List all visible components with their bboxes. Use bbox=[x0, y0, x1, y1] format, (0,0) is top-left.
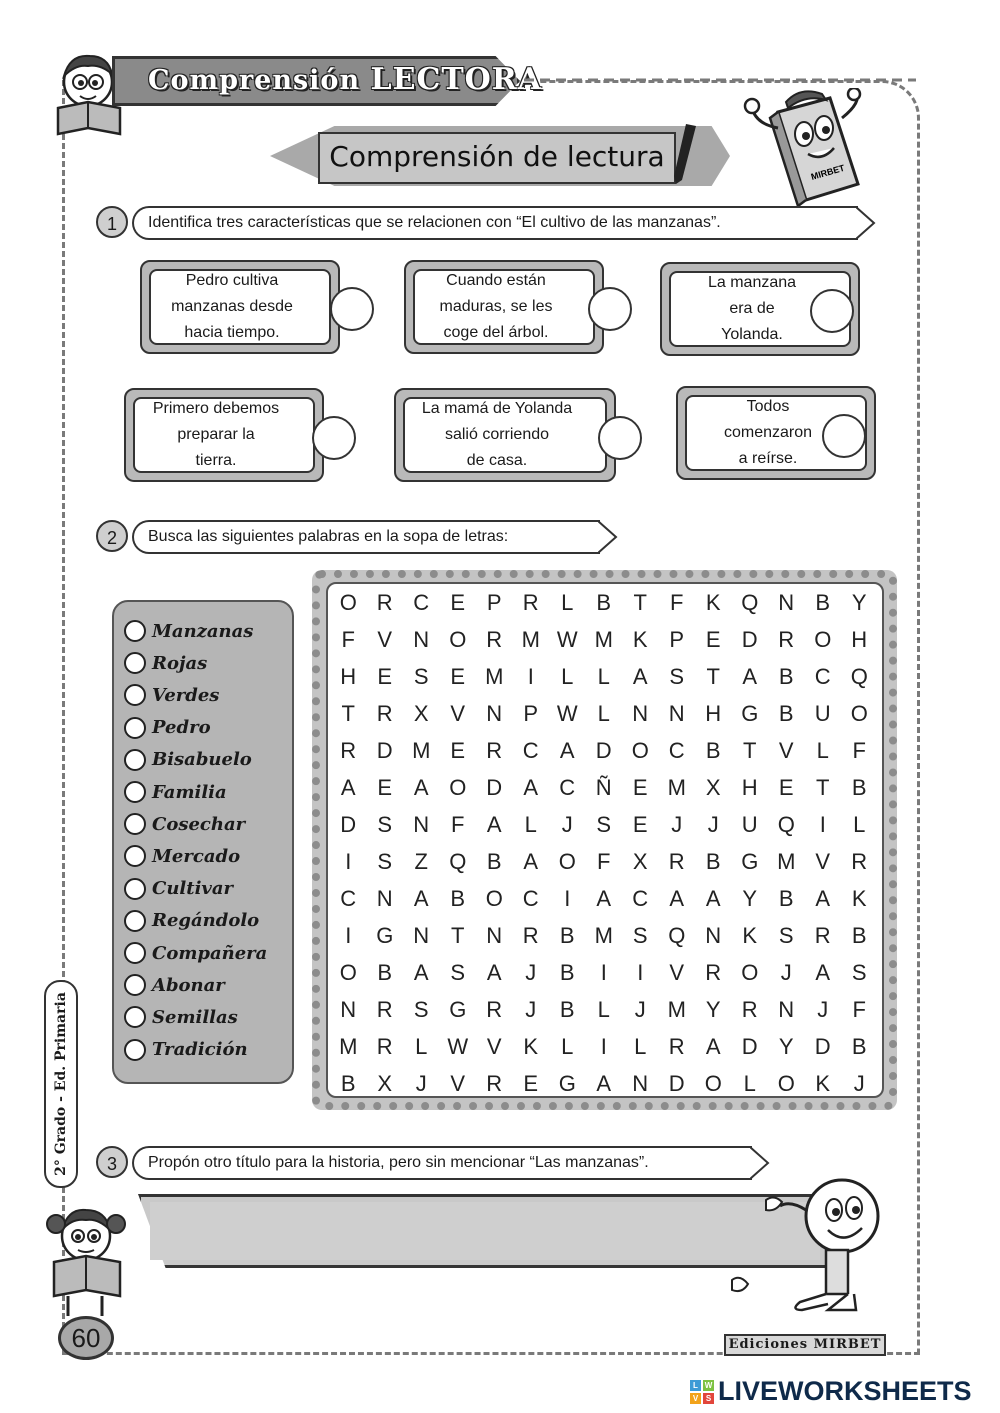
question-3-text: Propón otro título para la historia, pero sin mencionar “Las manzanas”. bbox=[132, 1146, 752, 1180]
grid-letter[interactable]: S bbox=[450, 960, 466, 985]
word-label: Compañera bbox=[152, 942, 268, 964]
grid-letter[interactable]: Y bbox=[742, 886, 758, 911]
word-label: Cosechar bbox=[152, 813, 246, 835]
grid-letter[interactable]: A bbox=[523, 775, 539, 800]
grid-letter[interactable]: P bbox=[523, 701, 539, 726]
grid-letter[interactable]: W bbox=[447, 1034, 469, 1059]
grid-letter[interactable]: X bbox=[413, 701, 429, 726]
grid-letter[interactable]: K bbox=[523, 1034, 539, 1059]
grid-letter[interactable]: I bbox=[637, 960, 644, 985]
option-4-checkbox[interactable] bbox=[312, 416, 356, 460]
grid-letter[interactable]: B bbox=[778, 886, 794, 911]
grid-letter[interactable]: Q bbox=[850, 664, 868, 689]
grid-letter[interactable]: V bbox=[815, 849, 831, 874]
word-checkbox[interactable] bbox=[124, 942, 146, 964]
grid-letter[interactable]: F bbox=[597, 849, 611, 874]
grid-letter[interactable]: U bbox=[814, 701, 831, 726]
option-text: Pedro cultiva manzanas desde hacia tiempo. bbox=[171, 272, 293, 341]
grid-letter[interactable]: A bbox=[815, 960, 831, 985]
pencil-mascot-icon bbox=[730, 1170, 900, 1320]
grid-letter[interactable]: A bbox=[632, 664, 648, 689]
grid-letter[interactable]: H bbox=[851, 627, 868, 652]
word-checkbox[interactable] bbox=[124, 910, 146, 932]
grid-letter[interactable]: O bbox=[814, 627, 832, 652]
word-list-item bbox=[124, 777, 227, 807]
grid-letter[interactable]: X bbox=[705, 775, 721, 800]
grid-letter[interactable]: R bbox=[376, 701, 393, 726]
grid-letter[interactable]: R bbox=[522, 590, 539, 615]
grid-letter[interactable]: A bbox=[523, 849, 539, 874]
grid-letter[interactable]: N bbox=[705, 923, 722, 948]
grid-letter[interactable]: A bbox=[340, 775, 356, 800]
question-2-arrow bbox=[598, 520, 620, 554]
grid-letter[interactable]: M bbox=[594, 923, 613, 948]
grid-letter[interactable]: R bbox=[522, 923, 539, 948]
grid-letter[interactable]: N bbox=[778, 590, 795, 615]
grid-letter[interactable]: Q bbox=[449, 849, 467, 874]
grid-letter[interactable]: H bbox=[340, 664, 357, 689]
grid-letter[interactable]: I bbox=[600, 1034, 607, 1059]
grid-letter[interactable]: Q bbox=[668, 923, 686, 948]
grid-letter[interactable]: V bbox=[377, 627, 393, 652]
word-checkbox[interactable] bbox=[124, 684, 146, 706]
option-text: Cuando están maduras, se les coge del árbol. bbox=[439, 272, 553, 341]
grid-letter[interactable]: S bbox=[377, 812, 393, 837]
grid-letter[interactable]: N bbox=[486, 923, 503, 948]
grid-letter[interactable]: O bbox=[777, 1071, 795, 1096]
grid-letter[interactable]: Z bbox=[414, 849, 428, 874]
grid-letter[interactable]: T bbox=[706, 664, 720, 689]
grid-letter[interactable]: C bbox=[340, 886, 357, 911]
word-list-item bbox=[124, 809, 245, 839]
grid-letter[interactable]: K bbox=[705, 590, 721, 615]
word-list-item bbox=[124, 648, 207, 678]
grid-letter[interactable]: A bbox=[705, 1034, 721, 1059]
grid-letter[interactable]: K bbox=[851, 886, 867, 911]
grid-letter[interactable]: A bbox=[559, 738, 575, 763]
grid-letter[interactable]: B bbox=[596, 590, 612, 615]
grid-letter[interactable]: H bbox=[741, 775, 758, 800]
grid-letter[interactable]: B bbox=[851, 775, 867, 800]
grid-letter[interactable]: A bbox=[742, 664, 758, 689]
grid-letter[interactable]: S bbox=[596, 812, 612, 837]
grid-letter[interactable]: X bbox=[632, 849, 648, 874]
question-3-number: 3 bbox=[96, 1146, 128, 1178]
grid-letter[interactable]: B bbox=[340, 1071, 356, 1096]
word-label: Manzanas bbox=[152, 620, 254, 642]
grid-letter[interactable]: O bbox=[449, 775, 467, 800]
question-1-number: 1 bbox=[96, 206, 128, 238]
word-list-item bbox=[124, 745, 252, 775]
word-list-item bbox=[124, 616, 253, 646]
grid-letter[interactable]: C bbox=[632, 886, 649, 911]
grid-letter[interactable]: N bbox=[486, 701, 503, 726]
word-label: Abonar bbox=[152, 974, 225, 996]
grid-letter[interactable]: G bbox=[558, 1071, 576, 1096]
option-6-checkbox[interactable] bbox=[822, 414, 866, 458]
grid-letter[interactable]: A bbox=[705, 886, 721, 911]
grid-letter[interactable]: Q bbox=[777, 812, 795, 837]
grid-letter[interactable]: R bbox=[778, 627, 795, 652]
word-checkbox[interactable] bbox=[124, 1006, 146, 1028]
word-list-item bbox=[124, 938, 267, 968]
grid-letter[interactable]: V bbox=[486, 1034, 502, 1059]
grid-letter[interactable]: V bbox=[669, 960, 685, 985]
word-label: Cultivar bbox=[152, 878, 234, 900]
grade-label: 2° Grado - Ed. Primaria bbox=[53, 992, 69, 1176]
grid-letter[interactable]: J bbox=[561, 812, 573, 837]
grid-letter[interactable]: A bbox=[486, 812, 502, 837]
grid-letter[interactable]: T bbox=[633, 590, 647, 615]
grid-letter[interactable]: L bbox=[634, 1034, 647, 1059]
grid-letter[interactable]: L bbox=[743, 1071, 756, 1096]
grid-letter[interactable]: C bbox=[814, 664, 831, 689]
grid-letter[interactable]: S bbox=[851, 960, 867, 985]
grid-letter[interactable]: M bbox=[485, 664, 504, 689]
grid-letter[interactable]: U bbox=[741, 812, 758, 837]
grid-letter[interactable]: G bbox=[449, 997, 467, 1022]
word-search-grid bbox=[330, 584, 880, 1102]
grid-letter[interactable]: S bbox=[632, 923, 648, 948]
word-list-item bbox=[124, 874, 233, 904]
word-label: Mercado bbox=[152, 845, 241, 867]
grid-letter[interactable]: K bbox=[632, 627, 648, 652]
grid-letter[interactable]: D bbox=[486, 775, 503, 800]
word-checkbox[interactable] bbox=[124, 1039, 146, 1061]
grid-letter[interactable]: K bbox=[742, 923, 758, 948]
grid-letter[interactable]: A bbox=[486, 960, 502, 985]
grid-letter[interactable]: N bbox=[668, 701, 685, 726]
word-label: Tradición bbox=[152, 1039, 248, 1061]
grid-letter[interactable]: X bbox=[377, 1071, 393, 1096]
grid-letter[interactable]: A bbox=[413, 775, 429, 800]
grid-letter[interactable]: G bbox=[741, 849, 759, 874]
grid-letter[interactable]: I bbox=[564, 886, 571, 911]
word-label: Rojas bbox=[152, 652, 208, 674]
grid-letter[interactable]: D bbox=[741, 627, 758, 652]
grid-letter[interactable]: T bbox=[341, 701, 355, 726]
grid-letter[interactable]: P bbox=[486, 590, 502, 615]
grid-letter[interactable]: R bbox=[340, 738, 357, 763]
grid-letter[interactable]: J bbox=[780, 960, 792, 985]
grid-letter[interactable]: L bbox=[597, 701, 610, 726]
grid-letter[interactable]: R bbox=[376, 997, 393, 1022]
grid-letter[interactable]: V bbox=[450, 1071, 466, 1096]
grid-letter[interactable]: A bbox=[596, 1071, 612, 1096]
option-3-checkbox[interactable] bbox=[810, 289, 854, 333]
grid-letter[interactable]: M bbox=[521, 627, 540, 652]
grid-letter[interactable]: S bbox=[669, 664, 685, 689]
grid-letter[interactable]: E bbox=[778, 775, 794, 800]
grid-letter[interactable]: B bbox=[559, 997, 575, 1022]
liveworksheets-logo-icon: L W V S bbox=[690, 1380, 714, 1404]
grid-letter[interactable]: G bbox=[376, 923, 394, 948]
word-list-item bbox=[124, 841, 240, 871]
grid-letter[interactable]: O bbox=[485, 886, 503, 911]
grid-letter[interactable]: B bbox=[450, 886, 466, 911]
grid-letter[interactable]: V bbox=[778, 738, 794, 763]
grid-letter[interactable]: L bbox=[816, 738, 829, 763]
mascot-badge: MIRBET bbox=[809, 162, 846, 182]
grid-letter[interactable]: T bbox=[743, 738, 757, 763]
pencil-icon bbox=[668, 122, 702, 186]
grid-letter[interactable]: I bbox=[345, 849, 352, 874]
grid-letter[interactable]: O bbox=[558, 849, 576, 874]
grid-letter[interactable]: N bbox=[376, 886, 393, 911]
grid-letter[interactable]: B bbox=[778, 664, 794, 689]
grid-letter[interactable]: C bbox=[522, 886, 539, 911]
grid-letter[interactable]: L bbox=[561, 664, 574, 689]
header-dash-line bbox=[520, 70, 920, 90]
grid-letter[interactable]: R bbox=[486, 738, 503, 763]
grid-letter[interactable]: M bbox=[594, 627, 613, 652]
grid-letter[interactable]: Q bbox=[741, 590, 759, 615]
grid-letter[interactable]: D bbox=[741, 1034, 758, 1059]
answer-input[interactable] bbox=[150, 1202, 820, 1260]
grid-letter[interactable]: M bbox=[667, 775, 686, 800]
grid-letter[interactable]: D bbox=[376, 738, 393, 763]
grid-letter[interactable]: A bbox=[413, 960, 429, 985]
grid-letter[interactable]: C bbox=[559, 775, 576, 800]
word-checkbox[interactable] bbox=[124, 813, 146, 835]
grid-letter[interactable]: D bbox=[340, 812, 357, 837]
grid-letter[interactable]: N bbox=[778, 997, 795, 1022]
grid-letter[interactable]: F bbox=[451, 812, 465, 837]
grid-letter[interactable]: R bbox=[376, 590, 393, 615]
grid-letter[interactable]: O bbox=[449, 627, 467, 652]
question-2-text: Busca las siguientes palabras en la sopa de letras: bbox=[132, 520, 600, 554]
word-checkbox[interactable] bbox=[124, 781, 146, 803]
option-card bbox=[404, 260, 604, 354]
word-checkbox[interactable] bbox=[124, 620, 146, 642]
grid-letter[interactable]: E bbox=[450, 664, 466, 689]
grid-letter[interactable]: N bbox=[413, 923, 430, 948]
word-checkbox[interactable] bbox=[124, 749, 146, 771]
grid-letter[interactable]: F bbox=[341, 627, 355, 652]
grid-letter[interactable]: B bbox=[705, 849, 721, 874]
grid-letter[interactable]: E bbox=[377, 775, 393, 800]
grid-letter[interactable]: A bbox=[669, 886, 685, 911]
watermark-text: LIVEWORKSHEETS bbox=[718, 1376, 972, 1406]
grid-letter[interactable]: T bbox=[451, 923, 465, 948]
liveworksheets-watermark bbox=[690, 1376, 972, 1407]
grid-letter[interactable]: S bbox=[377, 849, 393, 874]
page-title: Comprensión de lectura bbox=[329, 140, 665, 173]
grid-letter[interactable]: H bbox=[705, 701, 722, 726]
grid-letter[interactable]: F bbox=[852, 997, 866, 1022]
grid-letter[interactable]: F bbox=[852, 738, 866, 763]
publisher-label: Ediciones MIRBET bbox=[724, 1334, 886, 1356]
header-title: Comprensión LECTORA bbox=[148, 62, 542, 97]
grid-letter[interactable]: T bbox=[816, 775, 830, 800]
grid-letter[interactable]: E bbox=[632, 775, 648, 800]
option-card bbox=[124, 388, 324, 482]
word-checkbox[interactable] bbox=[124, 974, 146, 996]
girl-reading-icon bbox=[40, 1196, 132, 1326]
option-text: La manzana era de Yolanda. bbox=[707, 274, 797, 343]
option-2-checkbox[interactable] bbox=[588, 287, 632, 331]
grid-letter[interactable]: B bbox=[815, 590, 831, 615]
page-number: 60 bbox=[58, 1316, 114, 1360]
grid-letter[interactable]: B bbox=[559, 960, 575, 985]
grid-letter[interactable]: J bbox=[525, 960, 537, 985]
grid-letter[interactable]: N bbox=[340, 997, 357, 1022]
grid-letter[interactable]: B bbox=[377, 960, 393, 985]
grid-letter[interactable]: R bbox=[486, 627, 503, 652]
grid-letter[interactable]: N bbox=[413, 627, 430, 652]
grid-letter[interactable]: J bbox=[671, 812, 683, 837]
grid-letter[interactable]: M bbox=[412, 738, 431, 763]
grid-letter[interactable]: B bbox=[778, 701, 794, 726]
grid-letter[interactable]: B bbox=[705, 738, 721, 763]
grid-letter[interactable]: L bbox=[597, 997, 610, 1022]
grid-letter[interactable]: B bbox=[851, 1034, 867, 1059]
grid-letter[interactable]: J bbox=[634, 997, 646, 1022]
grid-letter[interactable]: L bbox=[561, 1034, 574, 1059]
word-label: Pedro bbox=[152, 717, 211, 739]
grid-letter[interactable]: S bbox=[413, 997, 429, 1022]
grid-letter[interactable]: W bbox=[556, 627, 578, 652]
grid-letter[interactable]: Ñ bbox=[595, 775, 612, 800]
grid-letter[interactable]: C bbox=[668, 738, 685, 763]
grid-letter[interactable]: L bbox=[597, 664, 610, 689]
option-5-checkbox[interactable] bbox=[598, 416, 642, 460]
grid-letter[interactable]: J bbox=[817, 997, 829, 1022]
grid-letter[interactable]: R bbox=[376, 1034, 393, 1059]
option-1-checkbox[interactable] bbox=[330, 287, 374, 331]
grid-letter[interactable]: L bbox=[524, 812, 537, 837]
grid-letter[interactable]: J bbox=[415, 1071, 427, 1096]
grid-letter[interactable]: E bbox=[523, 1071, 539, 1096]
grid-letter[interactable]: O bbox=[741, 960, 759, 985]
grid-letter[interactable]: R bbox=[668, 849, 685, 874]
grid-letter[interactable]: O bbox=[704, 1071, 722, 1096]
grid-letter[interactable]: R bbox=[486, 997, 503, 1022]
grid-letter[interactable]: F bbox=[670, 590, 684, 615]
grid-letter[interactable]: E bbox=[705, 627, 721, 652]
word-list bbox=[112, 600, 294, 1084]
grid-letter[interactable]: J bbox=[707, 812, 719, 837]
grid-letter[interactable]: O bbox=[339, 590, 357, 615]
question-1-text: Identifica tres características que se relacionen con “El cultivo de las manzanas”. bbox=[132, 206, 858, 240]
word-label: Semillas bbox=[152, 1006, 238, 1028]
grid-letter[interactable]: Y bbox=[851, 590, 867, 615]
grid-letter[interactable]: G bbox=[741, 701, 759, 726]
grid-letter[interactable]: R bbox=[814, 923, 831, 948]
grid-letter[interactable]: D bbox=[814, 1034, 831, 1059]
grid-letter[interactable]: O bbox=[850, 701, 868, 726]
grid-letter[interactable]: I bbox=[600, 960, 607, 985]
word-label: Familia bbox=[152, 781, 227, 803]
option-card bbox=[394, 388, 616, 482]
grid-letter[interactable]: I bbox=[819, 812, 826, 837]
word-checkbox[interactable] bbox=[124, 652, 146, 674]
grid-letter[interactable]: C bbox=[413, 590, 430, 615]
grid-letter[interactable]: A bbox=[413, 886, 429, 911]
grid-letter[interactable]: J bbox=[853, 1071, 865, 1096]
option-text: Primero debemos preparar la tierra. bbox=[152, 400, 280, 469]
grid-letter[interactable]: C bbox=[522, 738, 539, 763]
grid-letter[interactable]: Y bbox=[705, 997, 721, 1022]
word-checkbox[interactable] bbox=[124, 878, 146, 900]
word-checkbox[interactable] bbox=[124, 717, 146, 739]
grid-letter[interactable]: E bbox=[377, 664, 393, 689]
word-list-item bbox=[124, 906, 259, 936]
grid-letter[interactable]: E bbox=[632, 812, 648, 837]
grid-letter[interactable]: R bbox=[486, 1071, 503, 1096]
grid-letter[interactable]: I bbox=[345, 923, 352, 948]
option-text: La mamá de Yolanda salió corriendo de casa. bbox=[421, 400, 573, 469]
grid-letter[interactable]: R bbox=[705, 960, 722, 985]
grid-letter[interactable]: B bbox=[851, 923, 867, 948]
word-list-item bbox=[124, 1035, 248, 1065]
grid-letter[interactable]: M bbox=[777, 849, 796, 874]
grid-letter[interactable]: A bbox=[815, 886, 831, 911]
grid-letter[interactable]: W bbox=[556, 701, 578, 726]
word-list-item bbox=[124, 713, 211, 743]
grid-letter[interactable]: Y bbox=[778, 1034, 794, 1059]
word-checkbox[interactable] bbox=[124, 845, 146, 867]
grid-letter[interactable]: V bbox=[450, 701, 466, 726]
grid-letter[interactable]: N bbox=[632, 701, 649, 726]
grid-letter[interactable]: R bbox=[668, 1034, 685, 1059]
grid-letter[interactable]: O bbox=[339, 960, 357, 985]
grid-letter[interactable]: K bbox=[815, 1071, 831, 1096]
grid-letter[interactable]: D bbox=[595, 738, 612, 763]
grid-letter[interactable]: O bbox=[631, 738, 649, 763]
grid-letter[interactable]: N bbox=[632, 1071, 649, 1096]
question-2-number: 2 bbox=[96, 520, 128, 552]
grid-letter[interactable]: R bbox=[851, 849, 868, 874]
grid-letter[interactable]: B bbox=[486, 849, 502, 874]
grid-letter[interactable]: M bbox=[667, 997, 686, 1022]
grid-letter[interactable]: S bbox=[778, 923, 794, 948]
grid-letter[interactable]: E bbox=[450, 738, 466, 763]
grid-letter[interactable]: N bbox=[413, 812, 430, 837]
grid-letter[interactable]: B bbox=[559, 923, 575, 948]
grid-letter[interactable]: E bbox=[450, 590, 466, 615]
word-list-item bbox=[124, 1002, 238, 1032]
word-list-item bbox=[124, 680, 219, 710]
grid-letter[interactable]: I bbox=[527, 664, 534, 689]
word-list-item bbox=[124, 970, 225, 1000]
book-mascot-icon bbox=[742, 88, 892, 208]
word-label: Bisabuelo bbox=[152, 749, 252, 771]
grid-letter[interactable]: P bbox=[669, 627, 685, 652]
word-label: Regándolo bbox=[152, 910, 260, 932]
grid-letter[interactable]: A bbox=[596, 886, 612, 911]
grid-letter[interactable]: M bbox=[339, 1034, 358, 1059]
option-card bbox=[140, 260, 340, 354]
word-label: Verdes bbox=[152, 684, 220, 706]
option-text: Todos comenzaron a reírse. bbox=[723, 398, 813, 467]
question-1-arrow bbox=[856, 206, 878, 240]
grid-letter[interactable]: S bbox=[413, 664, 429, 689]
grid-letter[interactable]: L bbox=[415, 1034, 428, 1059]
grid-letter[interactable]: J bbox=[525, 997, 537, 1022]
grid-letter[interactable]: L bbox=[853, 812, 866, 837]
grid-letter[interactable]: L bbox=[561, 590, 574, 615]
grid-letter[interactable]: D bbox=[668, 1071, 685, 1096]
grid-letter[interactable]: R bbox=[741, 997, 758, 1022]
